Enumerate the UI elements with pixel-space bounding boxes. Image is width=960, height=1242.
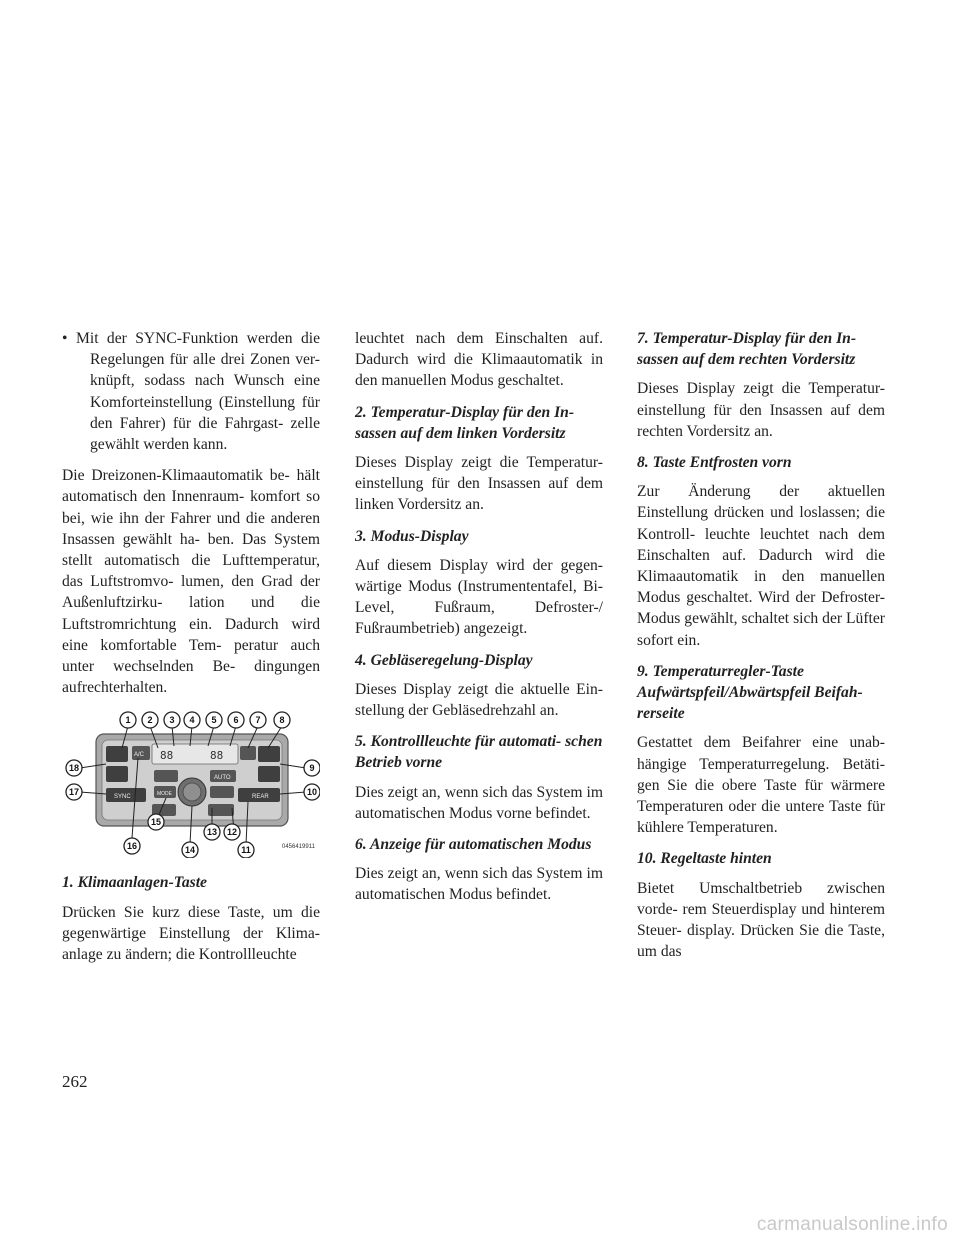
heading-6: 6. Anzeige für automatischen Modus <box>355 836 592 854</box>
recirc-button <box>154 770 178 782</box>
left-temp-up-button <box>106 746 128 762</box>
callout-number-18: 18 <box>68 763 80 774</box>
callout-number-17: 17 <box>68 787 80 798</box>
callout-number-11: 11 <box>241 845 251 856</box>
front-defrost-button <box>240 746 256 760</box>
heading-3: 3. Modus-Display <box>355 527 469 545</box>
paragraph-3: Auf diesem Display wird der gegen- wärtige Modus (Instrumententafel, Bi-Level, Fußraum, Defroster-/ Fußraumbetrieb) angezeigt. <box>355 556 603 638</box>
figure-code: 0456419911 <box>282 844 315 851</box>
heading-1: 1. Klimaanlagen-Taste <box>62 874 207 892</box>
paragraph-10: Bietet Umschaltbetrieb zwischen vorde- rem Steuerdisplay und hinterem Steuer- display. Drücken Sie die Taste, um das <box>637 879 885 961</box>
page-number: 262 <box>62 1072 88 1091</box>
svg-text:88: 88 <box>210 749 224 763</box>
heading-4: 4. Gebläseregelung-Display <box>355 651 533 669</box>
watermark: carmanualsonline.info <box>756 1214 948 1235</box>
callout-number-2: 2 <box>147 715 153 726</box>
paragraph-2: Dieses Display zeigt die Temperatur- einstellung für den Insassen auf dem linken Vordersitz an. <box>355 454 603 514</box>
paragraph-8: Zur Änderung der aktuellen Einstellung drücken und loslassen; die Kontroll- leuchte leuchtet nach dem Einschalten auf. Dadurch wird die Klimaautomatik in den manuellen Modus geschaltet. Wird der Defroster-Modus gewählt, schaltet sich der Lüfter sofort ein. <box>637 483 885 649</box>
column-right <box>637 328 885 972</box>
callout-number-3: 3 <box>169 715 175 726</box>
heading-5: 5. Kontrollleuchte für automati- schen Betrieb vorne <box>355 733 603 772</box>
right-temp-down-button <box>258 766 280 782</box>
callout-number-14: 14 <box>184 845 196 856</box>
svg-text:88: 88 <box>160 749 174 763</box>
auto-label: AUTO <box>214 775 231 782</box>
callout-number-4: 4 <box>189 715 195 726</box>
callout-number-10: 10 <box>306 787 318 798</box>
heading-9: 9. Temperaturregler-Taste Aufwärtspfeil/Abwärtspfeil Beifah- rerseite <box>637 662 863 723</box>
column-middle <box>355 328 603 916</box>
mode-label: MODE <box>157 791 172 798</box>
paragraph-1-cont: leuchtet nach dem Einschalten auf. Dadurch wird die Klimaautomatik in den manuellen Modus geschaltet. <box>355 330 603 390</box>
climate-panel-illustration <box>62 708 320 858</box>
bullet-item <box>62 328 320 455</box>
bullet-dot: • <box>62 330 68 347</box>
callout-number-16: 16 <box>126 841 138 852</box>
heading-8: 8. Taste Entfrosten vorn <box>637 454 792 472</box>
callout-number-7: 7 <box>255 715 261 726</box>
sync-label: SYNC <box>114 794 131 801</box>
paragraph-6: Dies zeigt an, wenn sich das System im automatischen Modus befindet. <box>355 865 603 904</box>
callout-number-12: 12 <box>226 827 238 838</box>
climate-control-figure <box>62 708 320 858</box>
intro-paragraph: Die Dreizonen-Klimaautomatik be- hält automatisch den Innenraum- komfort so bei, wie ihn der Fahrer und die anderen Insassen gewählt ha- ben. Das System stellt automatisch die Lufttemperatur, das Luftstromvo- lumen, den Grad der Außenluftzirku- lation und die Luftstromrichtung ein. Dadurch wird eine komfortable Tem- peratur auch unter wechselnden Be- dingungen aufrechterhalten. <box>62 467 320 697</box>
paragraph-5: Dies zeigt an, wenn sich das System im automatischen Modus vorne befindet. <box>355 783 603 822</box>
rear-defrost-button <box>210 786 234 798</box>
left-temp-down-button <box>106 766 128 782</box>
callout-number-6: 6 <box>233 715 239 726</box>
heading-10: 10. Regeltaste hinten <box>637 850 772 868</box>
rear-label: REAR <box>252 794 269 801</box>
callout-number-5: 5 <box>211 715 217 726</box>
paragraph-4: Dieses Display zeigt die aktuelle Ein- stellung der Gebläsedrehzahl an. <box>355 680 603 720</box>
paragraph-1: Drücken Sie kurz diese Taste, um die gegenwärtige Einstellung der Klima- anlage zu ändern; die Kontrollleuchte <box>62 903 320 964</box>
heading-2: 2. Temperatur-Display für den In- sassen auf dem linken Vordersitz <box>355 403 575 442</box>
ac-label: A/C <box>134 752 145 759</box>
column-left <box>62 328 320 975</box>
callout-number-15: 15 <box>150 817 162 828</box>
callout-number-1: 1 <box>125 715 131 726</box>
callout-number-9: 9 <box>309 763 315 774</box>
heading-7: 7. Temperatur-Display für den In- sassen auf dem rechten Vordersitz <box>637 330 857 369</box>
bullet-text: Mit der SYNC-Funktion werden die Regelungen für alle drei Zonen ver- knüpft, sodass nach Wunsch eine Komforteinstellung (Einstellung für den Fahrer) für die Fahrgast- zelle gewählt werden kann. <box>76 330 320 454</box>
right-temp-up-button <box>258 746 280 762</box>
paragraph-9: Gestattet dem Beifahrer eine unab- hängige Temperaturregelung. Betäti- gen Sie die obere Taste für wärmere Temperaturen oder die untere Taste für kühlere Temperaturen. <box>637 734 885 837</box>
callout-number-13: 13 <box>206 827 218 838</box>
paragraph-7: Dieses Display zeigt die Temperatur- einstellung für den Insassen auf dem rechten Vordersitz an. <box>637 380 885 440</box>
callout-number-8: 8 <box>279 715 285 726</box>
